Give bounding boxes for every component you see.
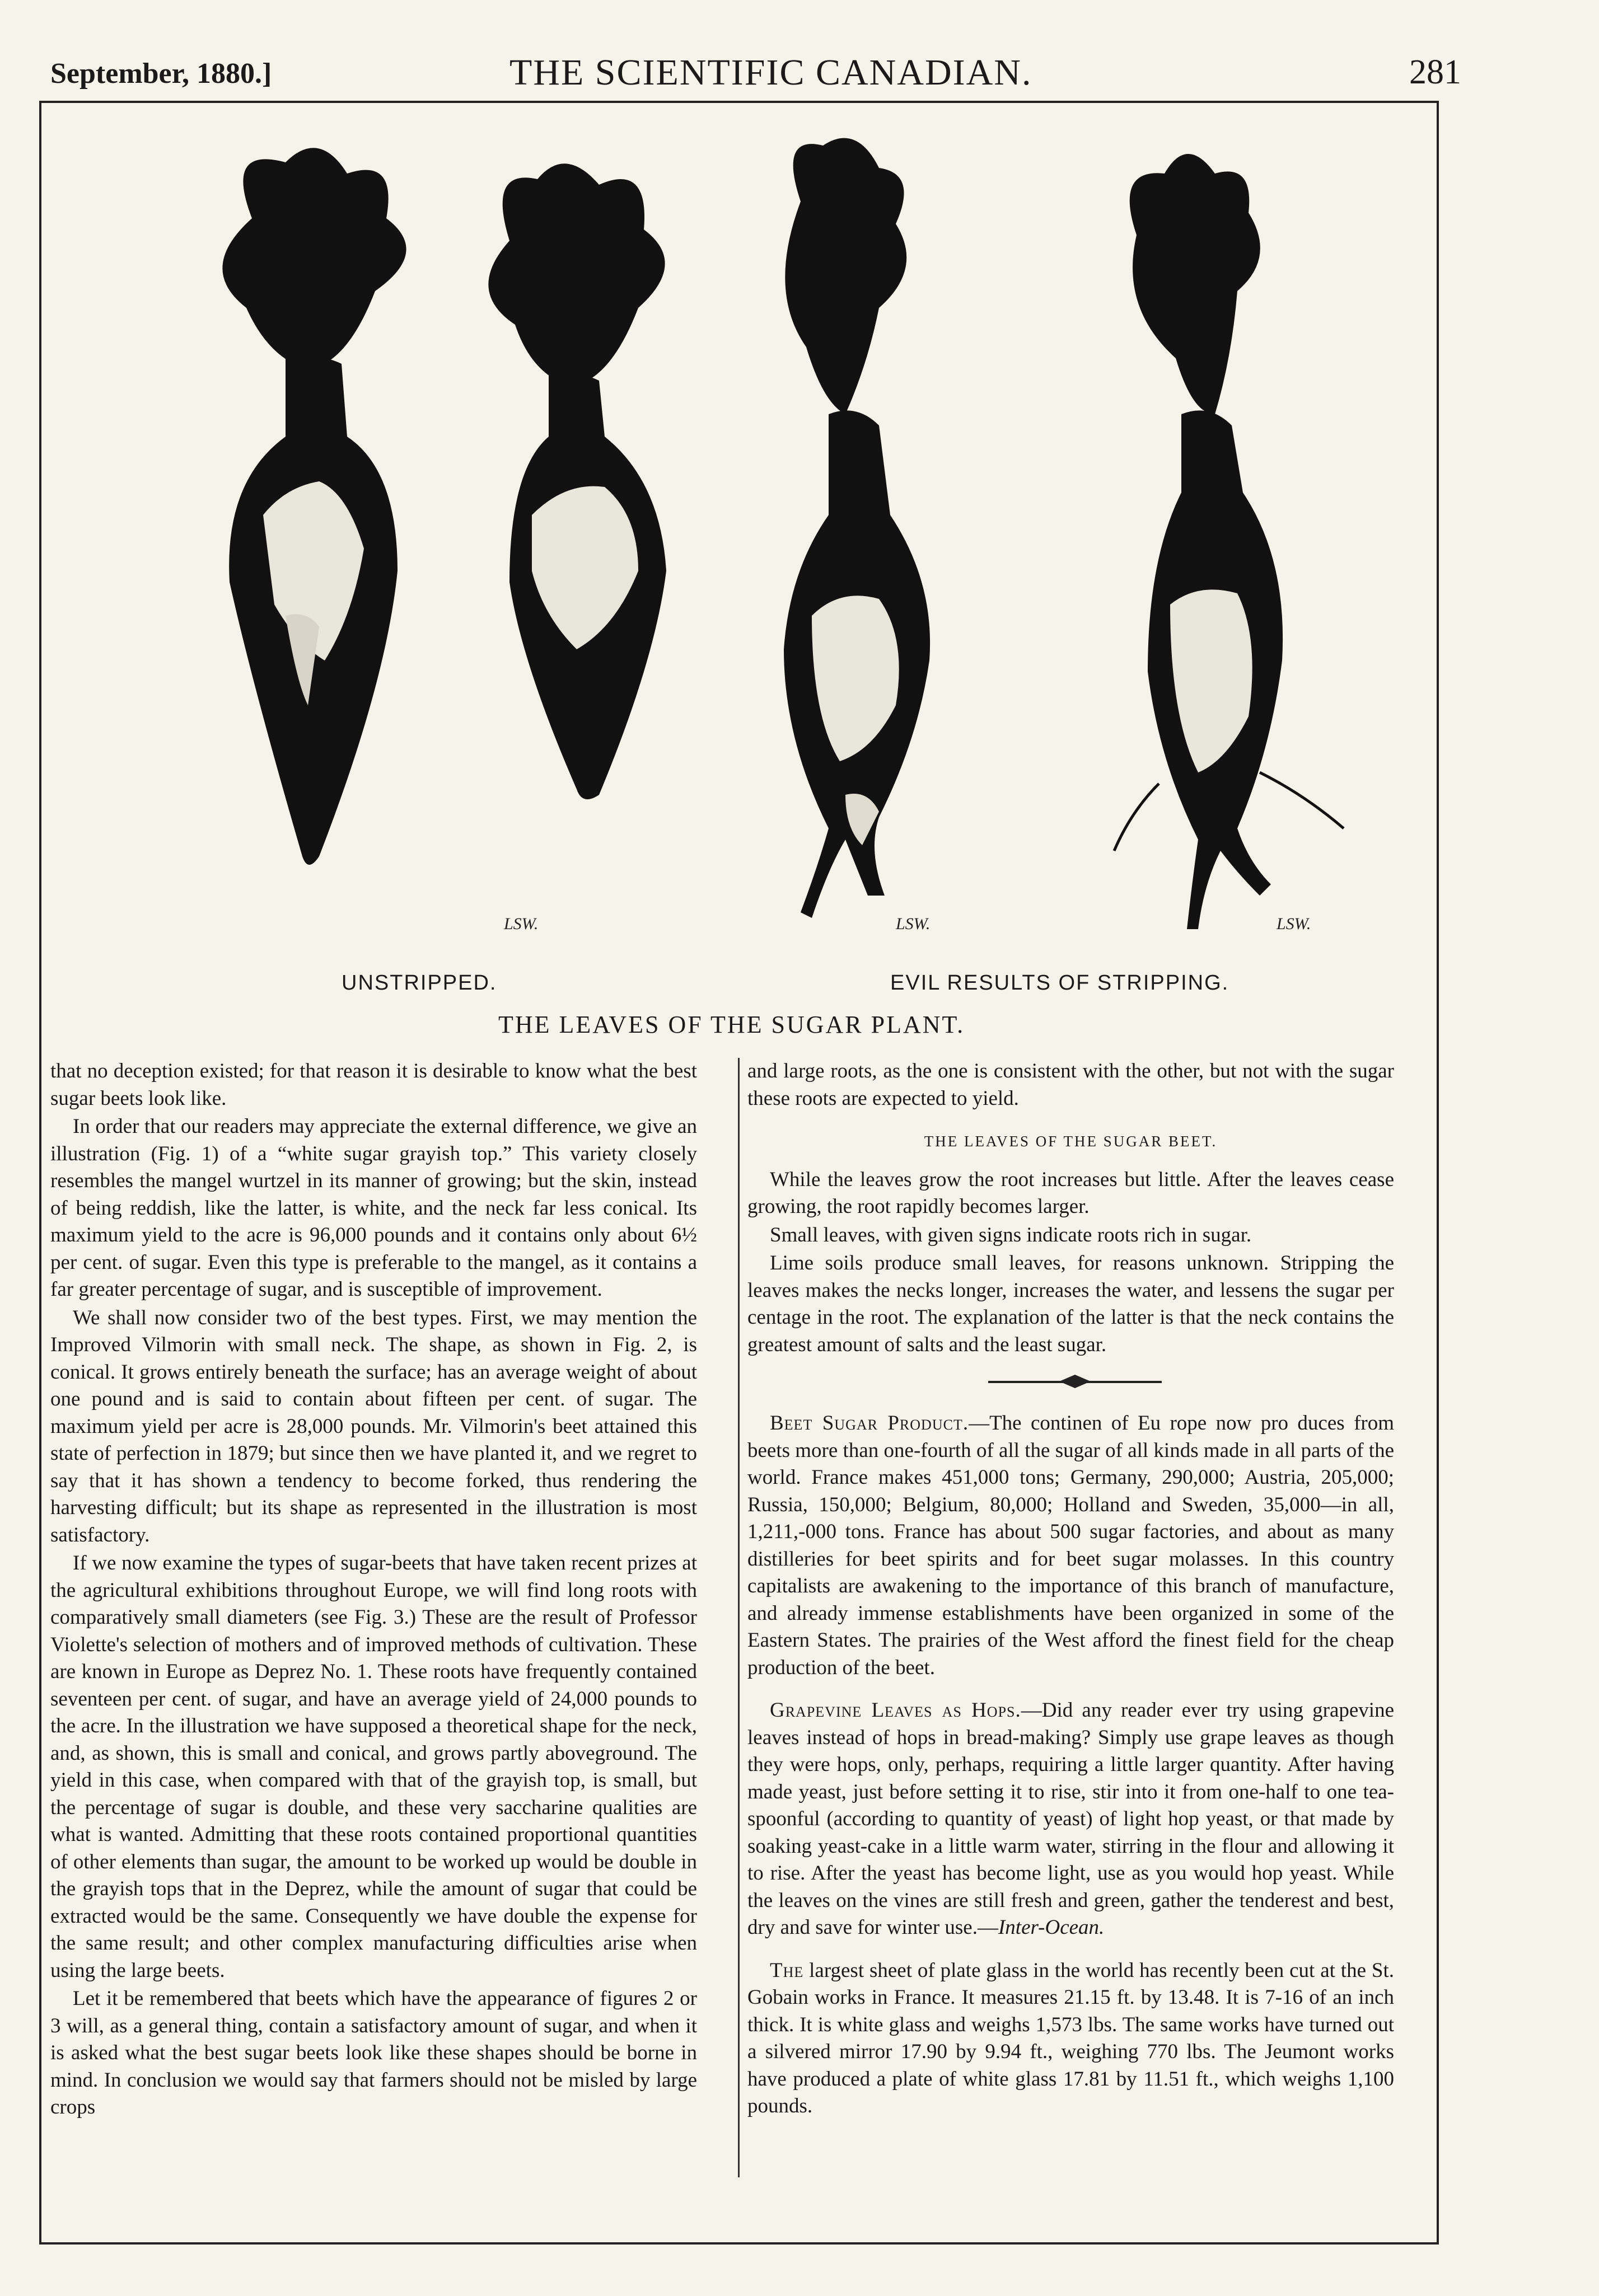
running-head [39, 45, 1461, 106]
plate-glass-body: largest sheet of plate glass in the world has recently been cut at the St. Gobain works in France. It measures 21.15 ft. by 13.48. It is 7-16 of an inch thick. It is white glass and weighs 1,573 lbs. The same works have turned out a silvered mirror 17.90 by 9.94 ft., weighing 770 lbs. The Jeumont works have produced a plate of white glass 17.81 by 11.51 ft., which weighs 1,100 pounds. [747, 1958, 1394, 2117]
caption-stripped: EVIL RESULTS OF STRIPPING. [890, 971, 1229, 995]
figure-title: THE LEAVES OF THE SUGAR PLANT. [498, 1011, 965, 1038]
ornamental-divider [747, 1371, 1394, 1393]
caption-unstripped: UNSTRIPPED. [342, 971, 497, 995]
left-paragraph-3: We shall now consider two of the best types. First, we may mention the Improved Vilmorin with small neck. The shape, as shown in Fig. 2, is conical. It grows entirely beneath the surface; has an average weight of about one pound and is said to contain about fifteen per cent. of sugar. The maximum yield per acre is 28,000 pounds. Mr. Vilmorin's beet attained this state of perfection in 1879; but since then we have planted it, and we regret to say that it has shown a tendency to become forked, thus rendering the harvesting difficult; but its shape as represented in the illustration is most satisfactory. [50, 1306, 697, 1547]
plate-glass-lead: The [770, 1958, 804, 1982]
engraver-signature-2: LSW. [896, 915, 931, 933]
column-rule [738, 1058, 740, 2177]
left-paragraph-4: If we now examine the types of sugar-beets that have taken recent prizes at the agricultural exhibitions throughout Europe, we will find long roots with comparatively small diameters (see Fig. 3.) These are the result of Professor Violette's selection of mothers and of improved methods of cultivation. These are known in Europe as Deprez No. 1. These roots have frequently contained seventeen per cent. of sugar, and have an average yield of 24,000 pounds to the acre. In the illustration we have supposed a theoretical shape for the neck, and, as shown, this is small and conical, and grows partly aboveground. The yield in this case, when compared with that of the grayish top, is small, but the percentage of sugar is double, and these very saccharine qualities are what is wanted. Admitting that these roots contained proportional quantities of other elements than sugar, the amount to be worked up would be double in the grayish tops that in the Deprez, while the amount of sugar that could be extracted would be the same. Consequently we have double the expense for the same result; and other complex manufacturing difficulties arise when using the large beets. [50, 1552, 697, 1982]
right-paragraph-2: While the leaves grow the root increases but little. After the leaves cease growing, the root rapidly becomes larger. [747, 1168, 1394, 1218]
engraver-signature-1: LSW. [504, 915, 539, 933]
right-column [747, 1058, 1394, 2121]
left-paragraph-1: that no deception existed; for that reason it is desirable to know what the best sugar beets look like. [50, 1060, 697, 1110]
grapevine-paragraph [747, 1697, 1394, 1942]
grapevine-source: Inter-Ocean. [998, 1916, 1105, 1939]
beet-sugar-heading: Beet Sugar Product. [770, 1412, 969, 1435]
divider-ornament-icon [1058, 1373, 1092, 1390]
left-column [50, 1058, 697, 2122]
section-subheading: THE LEAVES OF THE SUGAR BEET. [924, 1133, 1218, 1150]
publication-title: THE SCIENTIFIC CANADIAN. [509, 52, 1032, 93]
beet-stripped-2 [1114, 154, 1344, 929]
left-paragraph-5: Let it be remembered that beets which have the appearance of figures 2 or 3 will, as a general thing, contain a satisfactory amount of sugar, and when it is asked what the best sugar beets look like these shapes should be borne in mind. In conclusion we would say that farmers should not be misled by large crops [50, 1987, 697, 2119]
plate-glass-paragraph [747, 1957, 1394, 2120]
beet-unstripped-1 [222, 148, 406, 865]
right-paragraph-3: Small leaves, with given signs indicate roots rich in sugar. [770, 1223, 1252, 1247]
beet-stripped-1 [784, 138, 930, 918]
left-paragraph-2: In order that our readers may appreciate the external difference, we give an illustration (Fig. 1) of a “white sugar grayish top.” This variety closely resembles the mangel wurtzel in its manner of growing; but the skin, instead of being reddish, like the latter, is white, and the neck far less conical. Its maximum yield to the acre is 96,000 pounds and it contains only about 6½ per cent. of sugar. Even this type is preferable to the mangel, as it contains a far greater percentage of sugar, and is susceptible of improvement. [50, 1115, 697, 1301]
engraver-signature-3: LSW. [1277, 915, 1311, 933]
right-paragraph-1: and large roots, as the one is consistent with the other, but not with the sugar these roots are expected to yield. [747, 1060, 1394, 1110]
issue-date: September, 1880.] [50, 58, 272, 90]
beet-unstripped-2 [488, 163, 666, 799]
sugar-beet-illustration [84, 123, 1456, 963]
grapevine-heading: Grapevine Leaves as Hops. [770, 1699, 1021, 1722]
grapevine-body: —Did any reader ever try using grapevine leaves instead of hops in bread-making? Simply use grape leaves as though they were hops, only, perhaps, requiring a little larger quantity. After having made yeast, just before setting it to rise, stir into it from one-half to one tea-spoonful (according to quantity of yeast) of light hop yeast, or that made by soaking yeast-cake in a little warm water, stirring in the flour and allowing it to rise. After the yeast has become light, use as you would hop yeast. While the leaves on the vines are still fresh and green, gather the tenderest and best, dry and save for winter use.— [747, 1699, 1394, 1939]
beet-sugar-paragraph [747, 1410, 1394, 1681]
beet-sugar-body: —The continen of Eu rope now pro duces from beets more than one-fourth of all the sugar of all kinds made in all parts of the world. France makes 451,000 tons; Germany, 290,000; Austria, 205,000; Russia, 150,000; Belgium, 80,000; Holland and Sweden, 35,000—in all, 1,211,-000 tons. France has about 500 sugar factories, and about as many distilleries for beet spirits and for beet sugar molasses. In this country capitalists are awakening to the importance of this branch of manufacture, and already immense establishments have been organized in some of the Eastern States. The prairies of the West afford the finest field for the cheap production of the beet. [747, 1412, 1394, 1679]
right-paragraph-4: Lime soils produce small leaves, for reasons unknown. Stripping the leaves makes the necks longer, increases the water, and lessens the sugar per centage in the root. The explanation of the latter is that the neck contains the greatest amount of salts and the least sugar. [747, 1252, 1394, 1356]
page-number: 281 [1409, 53, 1461, 91]
